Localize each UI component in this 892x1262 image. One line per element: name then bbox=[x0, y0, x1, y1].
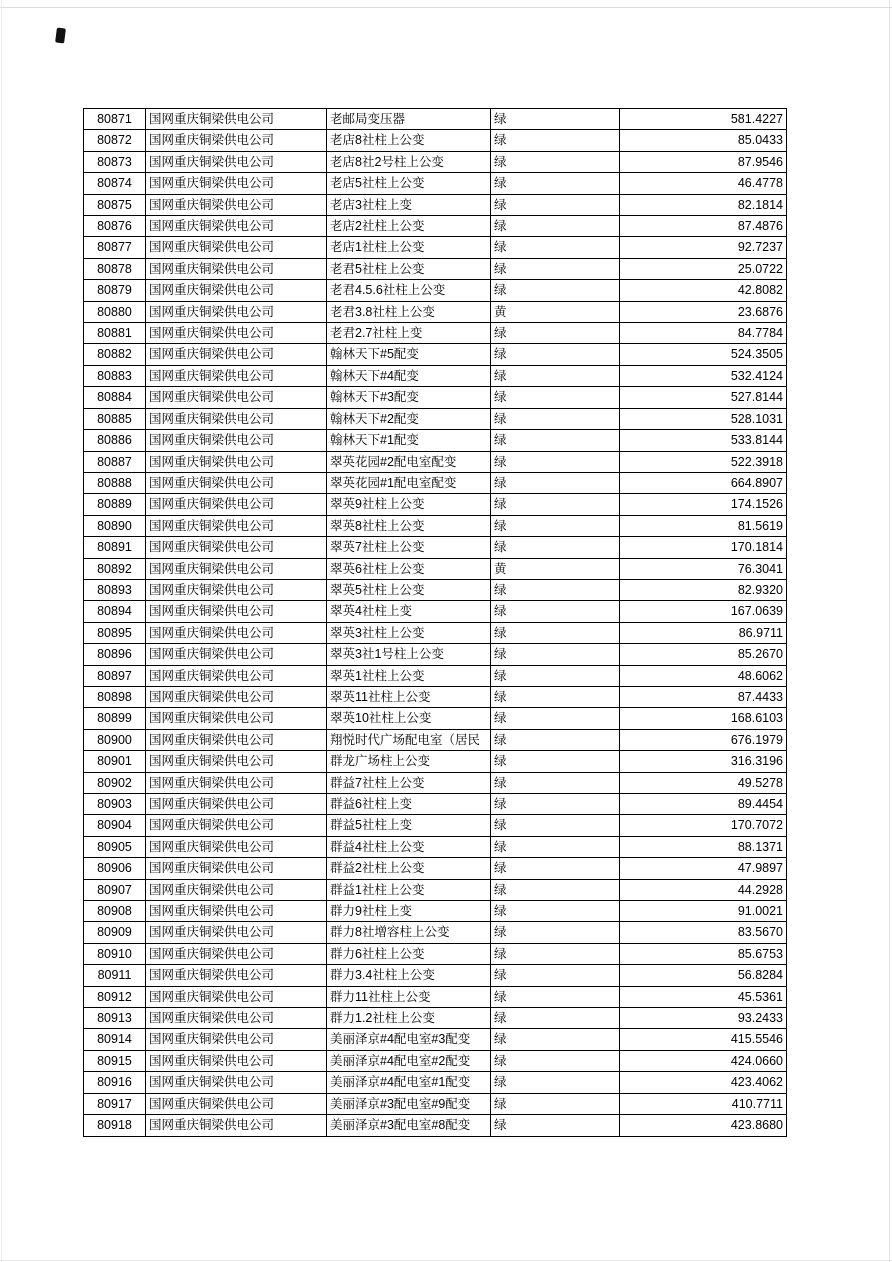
cell-company: 国网重庆铜梁供电公司 bbox=[146, 216, 327, 237]
cell-row-id: 80882 bbox=[84, 344, 146, 365]
cell-station-name: 群力1.2社柱上公变 bbox=[327, 1008, 491, 1029]
cell-row-id: 80880 bbox=[84, 301, 146, 322]
cell-row-id: 80885 bbox=[84, 408, 146, 429]
cell-company: 国网重庆铜梁供电公司 bbox=[146, 601, 327, 622]
cell-status-color: 绿 bbox=[491, 901, 620, 922]
cell-status-color: 绿 bbox=[491, 879, 620, 900]
cell-company: 国网重庆铜梁供电公司 bbox=[146, 579, 327, 600]
cell-status-color: 绿 bbox=[491, 1029, 620, 1050]
table-row bbox=[84, 1115, 787, 1136]
cell-value: 168.6103 bbox=[620, 708, 787, 729]
cell-value: 85.2670 bbox=[620, 644, 787, 665]
cell-row-id: 80906 bbox=[84, 858, 146, 879]
cell-row-id: 80897 bbox=[84, 665, 146, 686]
cell-station-name: 老君2.7社柱上变 bbox=[327, 323, 491, 344]
cell-company: 国网重庆铜梁供电公司 bbox=[146, 858, 327, 879]
cell-status-color: 绿 bbox=[491, 387, 620, 408]
cell-row-id: 80886 bbox=[84, 430, 146, 451]
cell-row-id: 80874 bbox=[84, 173, 146, 194]
cell-station-name: 老店2社柱上公变 bbox=[327, 216, 491, 237]
cell-row-id: 80899 bbox=[84, 708, 146, 729]
cell-company: 国网重庆铜梁供电公司 bbox=[146, 1115, 327, 1136]
cell-status-color: 绿 bbox=[491, 280, 620, 301]
cell-company: 国网重庆铜梁供电公司 bbox=[146, 430, 327, 451]
cell-station-name: 翠英花园#2配电室配变 bbox=[327, 451, 491, 472]
cell-value: 81.5619 bbox=[620, 515, 787, 536]
cell-status-color: 绿 bbox=[491, 729, 620, 750]
cell-company: 国网重庆铜梁供电公司 bbox=[146, 130, 327, 151]
cell-value: 42.8082 bbox=[620, 280, 787, 301]
table-row bbox=[84, 1050, 787, 1071]
cell-row-id: 80873 bbox=[84, 151, 146, 172]
cell-company: 国网重庆铜梁供电公司 bbox=[146, 751, 327, 772]
cell-status-color: 绿 bbox=[491, 430, 620, 451]
cell-station-name: 翠英9社柱上公变 bbox=[327, 494, 491, 515]
cell-row-id: 80884 bbox=[84, 387, 146, 408]
cell-row-id: 80877 bbox=[84, 237, 146, 258]
cell-status-color: 绿 bbox=[491, 408, 620, 429]
cell-row-id: 80900 bbox=[84, 729, 146, 750]
cell-company: 国网重庆铜梁供电公司 bbox=[146, 794, 327, 815]
cell-station-name: 群益7社柱上公变 bbox=[327, 772, 491, 793]
cell-row-id: 80902 bbox=[84, 772, 146, 793]
cell-row-id: 80896 bbox=[84, 644, 146, 665]
cell-status-color: 绿 bbox=[491, 772, 620, 793]
cell-status-color: 绿 bbox=[491, 494, 620, 515]
cell-status-color: 绿 bbox=[491, 1008, 620, 1029]
table-row bbox=[84, 729, 787, 750]
cell-status-color: 绿 bbox=[491, 965, 620, 986]
cell-status-color: 绿 bbox=[491, 451, 620, 472]
cell-value: 87.9546 bbox=[620, 151, 787, 172]
table-row bbox=[84, 194, 787, 215]
table-row bbox=[84, 622, 787, 643]
cell-company: 国网重庆铜梁供电公司 bbox=[146, 173, 327, 194]
cell-value: 49.5278 bbox=[620, 772, 787, 793]
cell-status-color: 绿 bbox=[491, 686, 620, 707]
cell-row-id: 80892 bbox=[84, 558, 146, 579]
cell-row-id: 80910 bbox=[84, 943, 146, 964]
table-row bbox=[84, 922, 787, 943]
cell-row-id: 80893 bbox=[84, 579, 146, 600]
cell-row-id: 80889 bbox=[84, 494, 146, 515]
cell-status-color: 绿 bbox=[491, 708, 620, 729]
cell-row-id: 80914 bbox=[84, 1029, 146, 1050]
cell-value: 46.4778 bbox=[620, 173, 787, 194]
cell-value: 524.3505 bbox=[620, 344, 787, 365]
cell-value: 47.9897 bbox=[620, 858, 787, 879]
table-row bbox=[84, 365, 787, 386]
cell-value: 581.4227 bbox=[620, 109, 787, 130]
cell-station-name: 翠英7社柱上公变 bbox=[327, 537, 491, 558]
table-row bbox=[84, 537, 787, 558]
cell-station-name: 老店5社柱上公变 bbox=[327, 173, 491, 194]
cell-value: 25.0722 bbox=[620, 258, 787, 279]
table-row bbox=[84, 644, 787, 665]
cell-value: 85.6753 bbox=[620, 943, 787, 964]
cell-status-color: 绿 bbox=[491, 943, 620, 964]
cell-row-id: 80871 bbox=[84, 109, 146, 130]
table-row bbox=[84, 323, 787, 344]
cell-value: 410.7711 bbox=[620, 1093, 787, 1114]
cell-value: 316.3196 bbox=[620, 751, 787, 772]
cell-row-id: 80904 bbox=[84, 815, 146, 836]
cell-row-id: 80913 bbox=[84, 1008, 146, 1029]
cell-value: 88.1371 bbox=[620, 836, 787, 857]
cell-status-color: 绿 bbox=[491, 665, 620, 686]
cell-value: 170.1814 bbox=[620, 537, 787, 558]
cell-row-id: 80905 bbox=[84, 836, 146, 857]
cell-company: 国网重庆铜梁供电公司 bbox=[146, 729, 327, 750]
cell-value: 84.7784 bbox=[620, 323, 787, 344]
table-row bbox=[84, 344, 787, 365]
cell-value: 87.4876 bbox=[620, 216, 787, 237]
cell-company: 国网重庆铜梁供电公司 bbox=[146, 1050, 327, 1071]
table-row bbox=[84, 794, 787, 815]
cell-value: 423.8680 bbox=[620, 1115, 787, 1136]
cell-status-color: 绿 bbox=[491, 622, 620, 643]
cell-company: 国网重庆铜梁供电公司 bbox=[146, 151, 327, 172]
cell-company: 国网重庆铜梁供电公司 bbox=[146, 494, 327, 515]
page-edge-top bbox=[0, 7, 892, 8]
cell-value: 48.6062 bbox=[620, 665, 787, 686]
cell-value: 664.8907 bbox=[620, 472, 787, 493]
table-row bbox=[84, 1072, 787, 1093]
cell-company: 国网重庆铜梁供电公司 bbox=[146, 879, 327, 900]
table-row bbox=[84, 558, 787, 579]
cell-status-color: 绿 bbox=[491, 151, 620, 172]
cell-company: 国网重庆铜梁供电公司 bbox=[146, 301, 327, 322]
cell-status-color: 绿 bbox=[491, 130, 620, 151]
table-row bbox=[84, 665, 787, 686]
cell-company: 国网重庆铜梁供电公司 bbox=[146, 344, 327, 365]
cell-station-name: 群力9社柱上变 bbox=[327, 901, 491, 922]
cell-station-name: 翠英3社柱上公变 bbox=[327, 622, 491, 643]
cell-station-name: 群力6社柱上公变 bbox=[327, 943, 491, 964]
table-row bbox=[84, 237, 787, 258]
cell-row-id: 80918 bbox=[84, 1115, 146, 1136]
cell-row-id: 80875 bbox=[84, 194, 146, 215]
cell-value: 85.0433 bbox=[620, 130, 787, 151]
cell-value: 522.3918 bbox=[620, 451, 787, 472]
cell-station-name: 翠英3社1号柱上公变 bbox=[327, 644, 491, 665]
cell-station-name: 群力8社增容柱上公变 bbox=[327, 922, 491, 943]
cell-status-color: 绿 bbox=[491, 323, 620, 344]
cell-company: 国网重庆铜梁供电公司 bbox=[146, 194, 327, 215]
cell-status-color: 绿 bbox=[491, 751, 620, 772]
cell-company: 国网重庆铜梁供电公司 bbox=[146, 323, 327, 344]
cell-value: 76.3041 bbox=[620, 558, 787, 579]
cell-station-name: 翠英10社柱上公变 bbox=[327, 708, 491, 729]
cell-company: 国网重庆铜梁供电公司 bbox=[146, 558, 327, 579]
cell-row-id: 80881 bbox=[84, 323, 146, 344]
cell-value: 423.4062 bbox=[620, 1072, 787, 1093]
cell-status-color: 黄 bbox=[491, 301, 620, 322]
cell-value: 82.1814 bbox=[620, 194, 787, 215]
cell-row-id: 80887 bbox=[84, 451, 146, 472]
page-edge-bottom bbox=[0, 1260, 892, 1261]
cell-value: 83.5670 bbox=[620, 922, 787, 943]
table-row bbox=[84, 151, 787, 172]
cell-station-name: 老君5社柱上公变 bbox=[327, 258, 491, 279]
cell-value: 424.0660 bbox=[620, 1050, 787, 1071]
cell-station-name: 老店8社柱上公变 bbox=[327, 130, 491, 151]
scan-artifact-mark bbox=[55, 28, 66, 44]
cell-value: 86.9711 bbox=[620, 622, 787, 643]
cell-station-name: 美丽泽京#3配电室#9配变 bbox=[327, 1093, 491, 1114]
table-row bbox=[84, 130, 787, 151]
cell-status-color: 绿 bbox=[491, 815, 620, 836]
cell-status-color: 绿 bbox=[491, 365, 620, 386]
cell-row-id: 80911 bbox=[84, 965, 146, 986]
table-row bbox=[84, 751, 787, 772]
cell-status-color: 绿 bbox=[491, 194, 620, 215]
cell-value: 527.8144 bbox=[620, 387, 787, 408]
cell-company: 国网重庆铜梁供电公司 bbox=[146, 644, 327, 665]
page-edge-right bbox=[889, 0, 890, 1262]
table-row bbox=[84, 1029, 787, 1050]
table-row bbox=[84, 601, 787, 622]
table-row bbox=[84, 258, 787, 279]
cell-value: 174.1526 bbox=[620, 494, 787, 515]
cell-status-color: 绿 bbox=[491, 537, 620, 558]
table-row bbox=[84, 815, 787, 836]
table-row bbox=[84, 579, 787, 600]
cell-value: 528.1031 bbox=[620, 408, 787, 429]
data-table bbox=[83, 108, 787, 1137]
table-row bbox=[84, 686, 787, 707]
cell-station-name: 美丽泽京#4配电室#3配变 bbox=[327, 1029, 491, 1050]
table-row bbox=[84, 858, 787, 879]
cell-station-name: 群益4社柱上公变 bbox=[327, 836, 491, 857]
cell-station-name: 翰林天下#2配变 bbox=[327, 408, 491, 429]
cell-row-id: 80898 bbox=[84, 686, 146, 707]
cell-value: 89.4454 bbox=[620, 794, 787, 815]
cell-status-color: 绿 bbox=[491, 216, 620, 237]
cell-station-name: 美丽泽京#4配电室#1配变 bbox=[327, 1072, 491, 1093]
cell-row-id: 80879 bbox=[84, 280, 146, 301]
cell-status-color: 绿 bbox=[491, 858, 620, 879]
table-row bbox=[84, 1008, 787, 1029]
cell-row-id: 80901 bbox=[84, 751, 146, 772]
cell-station-name: 群益2社柱上公变 bbox=[327, 858, 491, 879]
cell-company: 国网重庆铜梁供电公司 bbox=[146, 901, 327, 922]
table-row bbox=[84, 109, 787, 130]
cell-company: 国网重庆铜梁供电公司 bbox=[146, 451, 327, 472]
cell-company: 国网重庆铜梁供电公司 bbox=[146, 622, 327, 643]
cell-company: 国网重庆铜梁供电公司 bbox=[146, 387, 327, 408]
cell-row-id: 80888 bbox=[84, 472, 146, 493]
cell-value: 93.2433 bbox=[620, 1008, 787, 1029]
cell-status-color: 绿 bbox=[491, 1115, 620, 1136]
cell-row-id: 80916 bbox=[84, 1072, 146, 1093]
cell-status-color: 绿 bbox=[491, 794, 620, 815]
table-row bbox=[84, 494, 787, 515]
cell-row-id: 80903 bbox=[84, 794, 146, 815]
table-row bbox=[84, 901, 787, 922]
cell-row-id: 80908 bbox=[84, 901, 146, 922]
cell-station-name: 老店1社柱上公变 bbox=[327, 237, 491, 258]
table-row bbox=[84, 216, 787, 237]
cell-status-color: 绿 bbox=[491, 515, 620, 536]
cell-company: 国网重庆铜梁供电公司 bbox=[146, 1008, 327, 1029]
cell-company: 国网重庆铜梁供电公司 bbox=[146, 1093, 327, 1114]
cell-station-name: 群力3.4社柱上公变 bbox=[327, 965, 491, 986]
cell-value: 533.8144 bbox=[620, 430, 787, 451]
cell-station-name: 翰林天下#5配变 bbox=[327, 344, 491, 365]
cell-row-id: 80894 bbox=[84, 601, 146, 622]
cell-station-name: 翔悦时代广场配电室（居民 bbox=[327, 729, 491, 750]
cell-value: 44.2928 bbox=[620, 879, 787, 900]
cell-row-id: 80890 bbox=[84, 515, 146, 536]
cell-status-color: 绿 bbox=[491, 258, 620, 279]
table-row bbox=[84, 451, 787, 472]
cell-status-color: 绿 bbox=[491, 472, 620, 493]
table-row bbox=[84, 986, 787, 1007]
cell-value: 91.0021 bbox=[620, 901, 787, 922]
cell-station-name: 翠英11社柱上公变 bbox=[327, 686, 491, 707]
cell-company: 国网重庆铜梁供电公司 bbox=[146, 109, 327, 130]
table-row bbox=[84, 301, 787, 322]
cell-company: 国网重庆铜梁供电公司 bbox=[146, 408, 327, 429]
cell-company: 国网重庆铜梁供电公司 bbox=[146, 472, 327, 493]
cell-company: 国网重庆铜梁供电公司 bbox=[146, 515, 327, 536]
cell-status-color: 绿 bbox=[491, 1050, 620, 1071]
cell-row-id: 80872 bbox=[84, 130, 146, 151]
cell-row-id: 80883 bbox=[84, 365, 146, 386]
cell-station-name: 翠英1社柱上公变 bbox=[327, 665, 491, 686]
cell-value: 87.4433 bbox=[620, 686, 787, 707]
table-row bbox=[84, 708, 787, 729]
cell-station-name: 老君4.5.6社柱上公变 bbox=[327, 280, 491, 301]
cell-value: 45.5361 bbox=[620, 986, 787, 1007]
cell-value: 82.9320 bbox=[620, 579, 787, 600]
cell-row-id: 80915 bbox=[84, 1050, 146, 1071]
cell-station-name: 老店8社2号柱上公变 bbox=[327, 151, 491, 172]
cell-company: 国网重庆铜梁供电公司 bbox=[146, 986, 327, 1007]
cell-station-name: 群力11社柱上公变 bbox=[327, 986, 491, 1007]
cell-company: 国网重庆铜梁供电公司 bbox=[146, 365, 327, 386]
cell-status-color: 绿 bbox=[491, 922, 620, 943]
table-row bbox=[84, 836, 787, 857]
cell-station-name: 翠英8社柱上公变 bbox=[327, 515, 491, 536]
cell-value: 170.7072 bbox=[620, 815, 787, 836]
cell-value: 415.5546 bbox=[620, 1029, 787, 1050]
cell-company: 国网重庆铜梁供电公司 bbox=[146, 237, 327, 258]
cell-status-color: 绿 bbox=[491, 344, 620, 365]
cell-company: 国网重庆铜梁供电公司 bbox=[146, 943, 327, 964]
cell-status-color: 绿 bbox=[491, 237, 620, 258]
table-row bbox=[84, 387, 787, 408]
cell-company: 国网重庆铜梁供电公司 bbox=[146, 815, 327, 836]
cell-company: 国网重庆铜梁供电公司 bbox=[146, 922, 327, 943]
cell-station-name: 群龙广场柱上公变 bbox=[327, 751, 491, 772]
cell-company: 国网重庆铜梁供电公司 bbox=[146, 965, 327, 986]
cell-value: 56.8284 bbox=[620, 965, 787, 986]
table-body bbox=[84, 109, 787, 1137]
cell-row-id: 80876 bbox=[84, 216, 146, 237]
table-row bbox=[84, 965, 787, 986]
cell-station-name: 翰林天下#3配变 bbox=[327, 387, 491, 408]
cell-station-name: 翠英花园#1配电室配变 bbox=[327, 472, 491, 493]
table-row bbox=[84, 879, 787, 900]
cell-company: 国网重庆铜梁供电公司 bbox=[146, 686, 327, 707]
cell-station-name: 老邮局变压器 bbox=[327, 109, 491, 130]
cell-station-name: 翠英6社柱上公变 bbox=[327, 558, 491, 579]
cell-company: 国网重庆铜梁供电公司 bbox=[146, 836, 327, 857]
table-row bbox=[84, 515, 787, 536]
cell-station-name: 群益5社柱上变 bbox=[327, 815, 491, 836]
cell-company: 国网重庆铜梁供电公司 bbox=[146, 258, 327, 279]
cell-row-id: 80891 bbox=[84, 537, 146, 558]
table-row bbox=[84, 1093, 787, 1114]
table-row bbox=[84, 943, 787, 964]
table-row bbox=[84, 772, 787, 793]
table-row bbox=[84, 472, 787, 493]
page-edge-left bbox=[1, 0, 2, 1262]
cell-status-color: 绿 bbox=[491, 1093, 620, 1114]
cell-station-name: 美丽泽京#4配电室#2配变 bbox=[327, 1050, 491, 1071]
cell-status-color: 绿 bbox=[491, 579, 620, 600]
cell-station-name: 老店3社柱上变 bbox=[327, 194, 491, 215]
table-row bbox=[84, 408, 787, 429]
cell-value: 532.4124 bbox=[620, 365, 787, 386]
cell-status-color: 绿 bbox=[491, 601, 620, 622]
cell-value: 167.0639 bbox=[620, 601, 787, 622]
cell-status-color: 绿 bbox=[491, 1072, 620, 1093]
cell-status-color: 绿 bbox=[491, 173, 620, 194]
table-row bbox=[84, 430, 787, 451]
table-row bbox=[84, 173, 787, 194]
cell-station-name: 翠英5社柱上公变 bbox=[327, 579, 491, 600]
cell-station-name: 翰林天下#1配变 bbox=[327, 430, 491, 451]
cell-station-name: 翠英4社柱上变 bbox=[327, 601, 491, 622]
cell-station-name: 老君3.8社柱上公变 bbox=[327, 301, 491, 322]
cell-company: 国网重庆铜梁供电公司 bbox=[146, 665, 327, 686]
cell-status-color: 绿 bbox=[491, 644, 620, 665]
cell-row-id: 80895 bbox=[84, 622, 146, 643]
cell-row-id: 80912 bbox=[84, 986, 146, 1007]
cell-row-id: 80909 bbox=[84, 922, 146, 943]
cell-company: 国网重庆铜梁供电公司 bbox=[146, 537, 327, 558]
cell-station-name: 美丽泽京#3配电室#8配变 bbox=[327, 1115, 491, 1136]
cell-row-id: 80878 bbox=[84, 258, 146, 279]
cell-row-id: 80917 bbox=[84, 1093, 146, 1114]
cell-status-color: 绿 bbox=[491, 109, 620, 130]
cell-status-color: 绿 bbox=[491, 986, 620, 1007]
cell-station-name: 群益1社柱上公变 bbox=[327, 879, 491, 900]
table-row bbox=[84, 280, 787, 301]
cell-company: 国网重庆铜梁供电公司 bbox=[146, 1072, 327, 1093]
cell-company: 国网重庆铜梁供电公司 bbox=[146, 1029, 327, 1050]
cell-company: 国网重庆铜梁供电公司 bbox=[146, 772, 327, 793]
cell-value: 23.6876 bbox=[620, 301, 787, 322]
cell-value: 92.7237 bbox=[620, 237, 787, 258]
cell-status-color: 黄 bbox=[491, 558, 620, 579]
cell-station-name: 群益6社柱上变 bbox=[327, 794, 491, 815]
cell-station-name: 翰林天下#4配变 bbox=[327, 365, 491, 386]
cell-value: 676.1979 bbox=[620, 729, 787, 750]
cell-company: 国网重庆铜梁供电公司 bbox=[146, 708, 327, 729]
cell-company: 国网重庆铜梁供电公司 bbox=[146, 280, 327, 301]
cell-status-color: 绿 bbox=[491, 836, 620, 857]
cell-row-id: 80907 bbox=[84, 879, 146, 900]
